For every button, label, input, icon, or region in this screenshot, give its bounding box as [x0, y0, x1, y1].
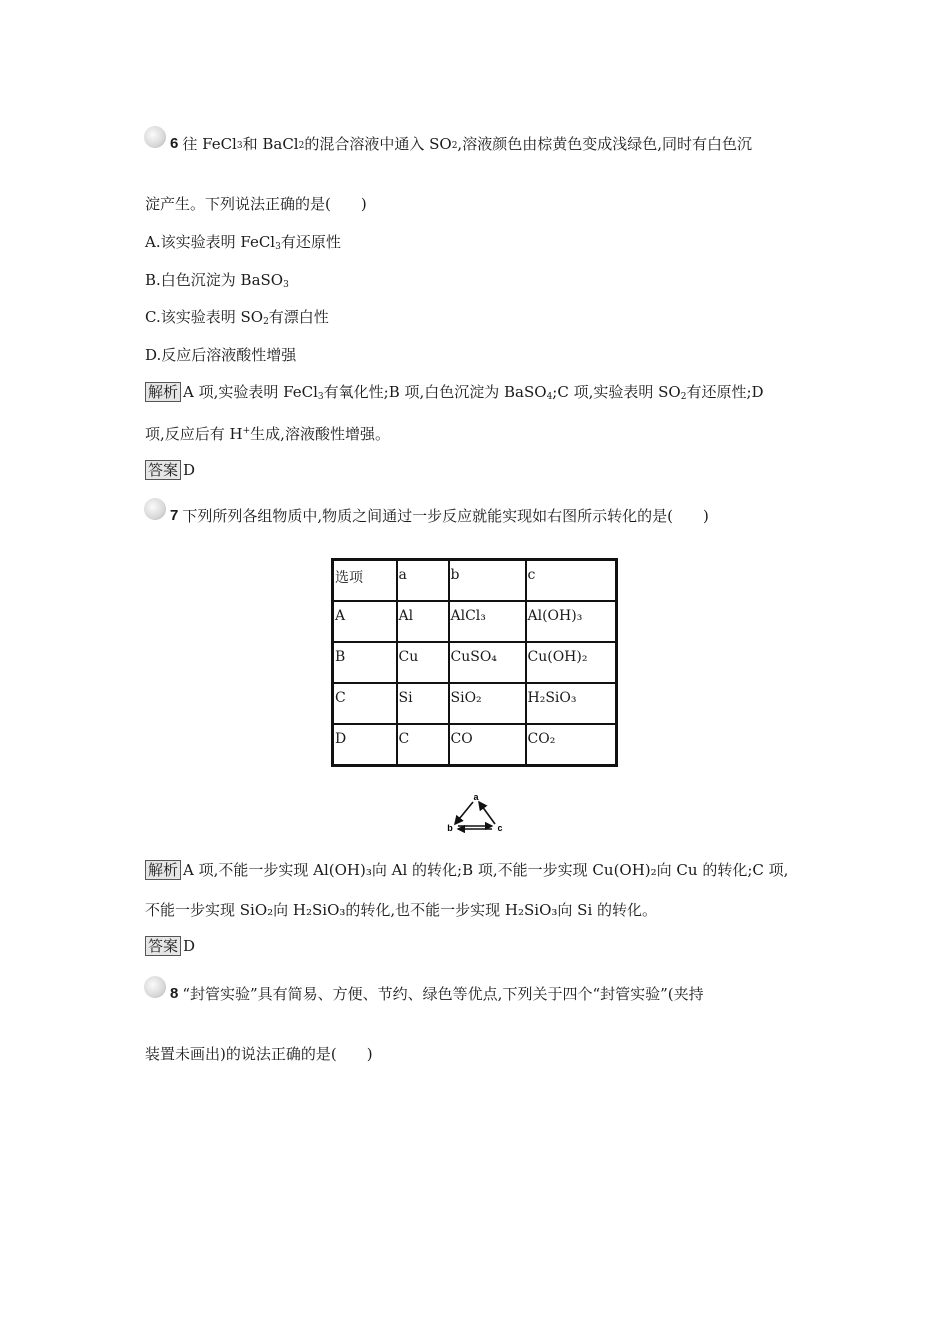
q6-stem-line1: 6 往 FeCl $_3$ 和 BaCl $_2$ 的混合溶液中通入 SO $_2$ ,溶液颜色由棕黄色变成浅绿色,同时有白色沉: [170, 135, 752, 153]
table-row: [333, 683, 617, 724]
q6-analysis-line2: 项,反应后有 H+生成,溶液酸性增强。: [145, 425, 390, 443]
conversion-triangle-diagram: [444, 792, 506, 834]
arrow-c-to-a: [479, 802, 495, 824]
table-cell: CO: [449, 724, 526, 766]
q8-number: 8: [170, 985, 179, 1002]
q6-option-c: C.该实验表明 $SO_2$有漂白性: [145, 308, 329, 327]
table-cell: B: [333, 642, 397, 683]
table-cell: H₂SiO₃: [526, 683, 617, 724]
q7-stem: 7 下列所列各组物质中,物质之间通过一步反应就能实现如右图所示转化的是( ): [170, 507, 709, 525]
table-cell: C: [333, 683, 397, 724]
table-cell: Cu: [397, 642, 449, 683]
table-cell: SiO₂: [449, 683, 526, 724]
q6-answer: 答案 D: [145, 460, 195, 480]
table-cell: CO₂: [526, 724, 617, 766]
arrow-a-to-b: [455, 802, 473, 824]
q6-option-a: A.该实验表明 FeCl$_3$有还原性: [145, 233, 341, 252]
q6-option-b: B.白色沉淀为 BaSO$_3$: [145, 271, 289, 290]
table-row: [333, 601, 617, 642]
question-bullet-icon: [144, 498, 166, 520]
options-table: [331, 558, 618, 767]
table-header-cell: c: [526, 560, 617, 602]
table-cell: Cu(OH)₂: [526, 642, 617, 683]
diagram-label-b: b: [447, 823, 453, 833]
question-bullet-icon: [144, 976, 166, 998]
q8-stem-line1: 8 “封管实验”具有简易、方便、节约、绿色等优点,下列关于四个“封管实验”(夹持: [170, 985, 704, 1003]
table-header-cell: 选项: [333, 560, 397, 602]
table-cell: Al: [397, 601, 449, 642]
q6-number: 6: [170, 135, 179, 152]
q6-analysis-line1: 解析 A 项,实验表明 FeCl$_3$有氧化性;B 项,白色沉淀为 BaSO$_4$;C 项,实验表明 $SO_2$有还原性;D: [145, 382, 764, 405]
table-row: [333, 642, 617, 683]
table-cell: D: [333, 724, 397, 766]
table-cell: C: [397, 724, 449, 766]
answer-tag: 答案: [145, 460, 181, 480]
diagram-label-c: c: [497, 823, 503, 833]
diagram-label-a: a: [473, 792, 479, 802]
q6-option-d: D.反应后溶液酸性增强: [145, 346, 297, 364]
table-row: [333, 724, 617, 766]
table-cell: CuSO₄: [449, 642, 526, 683]
answer-tag: 答案: [145, 936, 181, 956]
table-cell: A: [333, 601, 397, 642]
q8-stem-line2: 装置未画出)的说法正确的是( ): [145, 1045, 373, 1063]
table-header-cell: a: [397, 560, 449, 602]
question-bullet-icon: [144, 126, 166, 148]
table-header-row: [333, 560, 617, 602]
q7-analysis-line2: 不能一步实现 SiO₂向 H₂SiO₃的转化,也不能一步实现 H₂SiO₃向 Si 的转化。: [145, 901, 658, 919]
q7-answer: 答案 D: [145, 936, 195, 956]
q7-analysis-line1: 解析 A 项,不能一步实现 Al(OH)₃向 Al 的转化;B 项,不能一步实现 Cu(OH)₂向 Cu 的转化;C 项,: [145, 860, 788, 880]
table-header-cell: b: [449, 560, 526, 602]
q6-stem-line2: 淀产生。下列说法正确的是( ): [145, 195, 367, 213]
analysis-tag: 解析: [145, 860, 181, 880]
table-cell: AlCl₃: [449, 601, 526, 642]
analysis-tag: 解析: [145, 382, 181, 402]
q7-number: 7: [170, 507, 179, 524]
table-cell: Si: [397, 683, 449, 724]
table-cell: Al(OH)₃: [526, 601, 617, 642]
